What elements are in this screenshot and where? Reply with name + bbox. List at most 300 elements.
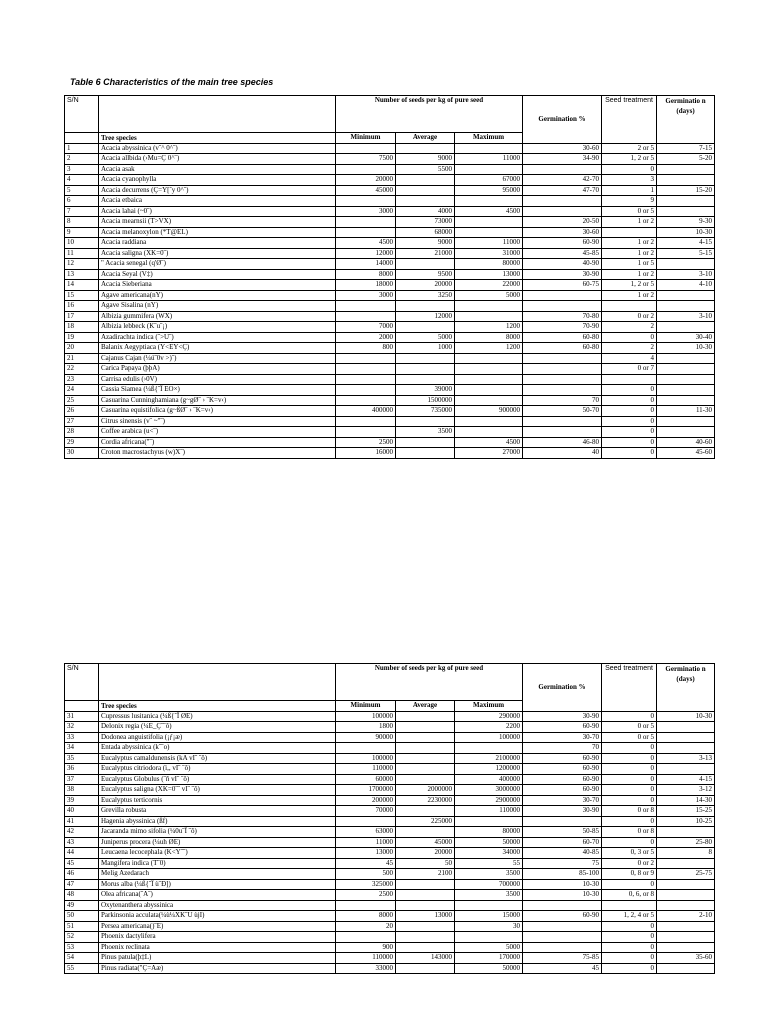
- cell-days: 3-10: [657, 269, 715, 280]
- cell-sn: 43: [65, 837, 99, 848]
- header-blank: [65, 133, 99, 144]
- cell-max: 30: [455, 921, 523, 932]
- cell-sn: 41: [65, 816, 99, 827]
- header-germination: Germination %: [523, 96, 602, 144]
- cell-treatment: [602, 374, 657, 385]
- cell-min: 70000: [336, 806, 396, 817]
- cell-min: 1700000: [336, 785, 396, 796]
- cell-treatment: 1, 2, 4 or 5: [602, 911, 657, 922]
- cell-days: [657, 427, 715, 438]
- cell-treatment: 1 or 2: [602, 248, 657, 259]
- cell-avg: [396, 322, 455, 333]
- cell-treatment: 1 or 2: [602, 269, 657, 280]
- cell-sn: 40: [65, 806, 99, 817]
- cell-min: 8000: [336, 911, 396, 922]
- table-row: [65, 353, 715, 364]
- cell-sn: 22: [65, 364, 99, 375]
- header-days: Germinatio n (days): [657, 664, 715, 712]
- cell-max: 1200000: [455, 764, 523, 775]
- cell-max: 700000: [455, 879, 523, 890]
- table-row: [65, 911, 715, 922]
- cell-avg: 3500: [396, 427, 455, 438]
- cell-max: 1200: [455, 343, 523, 354]
- cell-min: 900: [336, 942, 396, 953]
- cell-days: 4-10: [657, 280, 715, 291]
- header-sn: S/N: [65, 664, 99, 701]
- cell-avg: 68000: [396, 227, 455, 238]
- cell-species: Citrus sinensis (v˝ ~"˝): [99, 416, 336, 427]
- cell-max: [455, 900, 523, 911]
- cell-germination: [523, 427, 602, 438]
- cell-sn: 28: [65, 427, 99, 438]
- cell-days: [657, 722, 715, 733]
- cell-germination: [523, 816, 602, 827]
- header-blank: [99, 664, 336, 701]
- cell-germination: 60-80: [523, 343, 602, 354]
- cell-germination: 70-80: [523, 311, 602, 322]
- cell-days: [657, 322, 715, 333]
- table-row: [65, 206, 715, 217]
- cell-species: Cordia africana("˝): [99, 437, 336, 448]
- header-blank: [99, 96, 336, 133]
- cell-max: 4500: [455, 437, 523, 448]
- cell-germination: 20-50: [523, 217, 602, 228]
- cell-germination: 30-90: [523, 806, 602, 817]
- cell-germination: 40-90: [523, 259, 602, 270]
- cell-min: [336, 227, 396, 238]
- cell-sn: 2: [65, 154, 99, 165]
- cell-sn: 38: [65, 785, 99, 796]
- cell-days: 5-15: [657, 248, 715, 259]
- cell-germination: 60-90: [523, 238, 602, 249]
- header-treatment: Seed treatment: [602, 664, 657, 712]
- cell-days: 3-12: [657, 785, 715, 796]
- table-row: [65, 196, 715, 207]
- cell-avg: 50: [396, 858, 455, 869]
- table-row: [65, 248, 715, 259]
- cell-avg: [396, 806, 455, 817]
- cell-days: [657, 364, 715, 375]
- cell-min: 45000: [336, 185, 396, 196]
- header-species: Tree species: [99, 701, 336, 712]
- cell-treatment: [602, 900, 657, 911]
- cell-species: Agave americana(nY): [99, 290, 336, 301]
- cell-max: [455, 385, 523, 396]
- cell-germination: 10-30: [523, 879, 602, 890]
- cell-germination: [523, 364, 602, 375]
- cell-sn: 10: [65, 238, 99, 249]
- table-row: [65, 827, 715, 838]
- cell-species: Acacia Seyal (V‡): [99, 269, 336, 280]
- cell-max: [455, 353, 523, 364]
- cell-treatment: 2 or 5: [602, 143, 657, 154]
- cell-avg: [396, 259, 455, 270]
- cell-min: 110000: [336, 953, 396, 964]
- cell-sn: 53: [65, 942, 99, 953]
- cell-sn: 16: [65, 301, 99, 312]
- cell-min: 800: [336, 343, 396, 354]
- cell-sn: 19: [65, 332, 99, 343]
- cell-max: [455, 395, 523, 406]
- table-row: [65, 764, 715, 775]
- table-row: [65, 858, 715, 869]
- cell-avg: [396, 196, 455, 207]
- cell-days: [657, 963, 715, 974]
- cell-species: Croton macrostachyus (w)X˝): [99, 448, 336, 459]
- cell-days: 10-30: [657, 343, 715, 354]
- cell-germination: 85-100: [523, 869, 602, 880]
- cell-treatment: 0: [602, 406, 657, 417]
- cell-min: [336, 353, 396, 364]
- cell-avg: [396, 827, 455, 838]
- cell-max: 5000: [455, 942, 523, 953]
- cell-germination: [523, 353, 602, 364]
- cell-max: [455, 743, 523, 754]
- cell-sn: 18: [65, 322, 99, 333]
- cell-avg: 45000: [396, 837, 455, 848]
- table-row: [65, 963, 715, 974]
- cell-species: Parkinsonia acculata(¼ù¼XK˝U ùjI): [99, 911, 336, 922]
- cell-max: [455, 227, 523, 238]
- cell-days: [657, 921, 715, 932]
- cell-max: 110000: [455, 806, 523, 817]
- cell-avg: 9000: [396, 154, 455, 165]
- table-row: [65, 900, 715, 911]
- cell-sn: 49: [65, 900, 99, 911]
- cell-treatment: 0: [602, 395, 657, 406]
- cell-species: Acacia cyanophylla: [99, 175, 336, 186]
- table-row: [65, 290, 715, 301]
- table-row: [65, 427, 715, 438]
- cell-min: 110000: [336, 764, 396, 775]
- cell-species: Eucalyptus saligna (XK=0˝˝ vI˝ ˝õ): [99, 785, 336, 796]
- cell-species: Acacia abyssinica (v˝^ 0^˝): [99, 143, 336, 154]
- cell-germination: 60-90: [523, 764, 602, 775]
- cell-max: 11000: [455, 154, 523, 165]
- cell-sn: 1: [65, 143, 99, 154]
- cell-species: Cassia Siamea (¼ß{ˆÎ EO×): [99, 385, 336, 396]
- header-species: Tree species: [99, 133, 336, 144]
- cell-species: Acacia asak: [99, 164, 336, 175]
- cell-avg: [396, 175, 455, 186]
- cell-treatment: 2: [602, 322, 657, 333]
- cell-min: [336, 217, 396, 228]
- cell-avg: [396, 374, 455, 385]
- cell-treatment: 0: [602, 879, 657, 890]
- cell-species: Delonix regia (¼E_Ç˝˝õ): [99, 722, 336, 733]
- cell-min: 4500: [336, 238, 396, 249]
- table-caption: Table 6 Characteristics of the main tree species: [70, 77, 274, 87]
- cell-treatment: 4: [602, 353, 657, 364]
- cell-germination: [523, 921, 602, 932]
- cell-days: [657, 858, 715, 869]
- cell-treatment: 0 or 8: [602, 827, 657, 838]
- cell-days: 14-30: [657, 795, 715, 806]
- cell-sn: 30: [65, 448, 99, 459]
- cell-min: 2500: [336, 890, 396, 901]
- cell-germination: 30-60: [523, 227, 602, 238]
- cell-germination: 34-90: [523, 154, 602, 165]
- cell-species: Entada abyssinica (k˝˝o): [99, 743, 336, 754]
- table-row: [65, 806, 715, 817]
- cell-min: 13000: [336, 848, 396, 859]
- cell-treatment: 0: [602, 921, 657, 932]
- table-row: [65, 942, 715, 953]
- cell-species: Acacia decurrens (Ç=Y[ˆy 0^˝): [99, 185, 336, 196]
- cell-germination: 60-90: [523, 911, 602, 922]
- cell-days: 45-60: [657, 448, 715, 459]
- cell-min: 7500: [336, 154, 396, 165]
- cell-germination: 60-90: [523, 785, 602, 796]
- header-treatment: Seed treatment: [602, 96, 657, 144]
- cell-sn: 13: [65, 269, 99, 280]
- cell-sn: 3: [65, 164, 99, 175]
- cell-species: Mangifera indica (T˝0): [99, 858, 336, 869]
- cell-min: [336, 196, 396, 207]
- cell-min: [336, 164, 396, 175]
- cell-treatment: 0 or 2: [602, 858, 657, 869]
- table-row: [65, 269, 715, 280]
- cell-days: [657, 827, 715, 838]
- cell-avg: [396, 764, 455, 775]
- cell-days: 5-20: [657, 154, 715, 165]
- cell-sn: 29: [65, 437, 99, 448]
- table-row: [65, 890, 715, 901]
- cell-germination: [523, 164, 602, 175]
- cell-min: [336, 816, 396, 827]
- table-row: [65, 227, 715, 238]
- cell-avg: 1000: [396, 343, 455, 354]
- cell-max: [455, 816, 523, 827]
- cell-avg: [396, 774, 455, 785]
- cell-max: [455, 217, 523, 228]
- cell-min: 11000: [336, 837, 396, 848]
- cell-germination: 70: [523, 395, 602, 406]
- cell-days: [657, 353, 715, 364]
- cell-days: [657, 301, 715, 312]
- cell-germination: 50-70: [523, 406, 602, 417]
- cell-treatment: 1 or 2: [602, 290, 657, 301]
- table-row: [65, 280, 715, 291]
- cell-avg: [396, 448, 455, 459]
- cell-species: Jacaranda mimo sifolia (¼0u˝Î ˝õ): [99, 827, 336, 838]
- cell-sn: 14: [65, 280, 99, 291]
- cell-germination: 30-90: [523, 269, 602, 280]
- cell-days: [657, 416, 715, 427]
- table-row: [65, 795, 715, 806]
- cell-germination: 47-70: [523, 185, 602, 196]
- cell-species: Cajanus Cajan (¼ú˝0v >)˝): [99, 353, 336, 364]
- cell-species: Azadirachta indica (˝>U˝): [99, 332, 336, 343]
- cell-species: Casuarina equistifolica (g~ßØ˝ › ˝K=v‹): [99, 406, 336, 417]
- cell-avg: 735000: [396, 406, 455, 417]
- cell-avg: [396, 753, 455, 764]
- table-row: [65, 837, 715, 848]
- cell-max: 8000: [455, 332, 523, 343]
- cell-treatment: 0: [602, 448, 657, 459]
- cell-days: [657, 374, 715, 385]
- cell-species: Albizia gummifera (WX): [99, 311, 336, 322]
- cell-sn: 27: [65, 416, 99, 427]
- cell-treatment: 0: [602, 785, 657, 796]
- table-row: [65, 175, 715, 186]
- table-row: [65, 732, 715, 743]
- cell-sn: 36: [65, 764, 99, 775]
- table-row: [65, 259, 715, 270]
- cell-species: Juniperus procera (¼uh ØE): [99, 837, 336, 848]
- cell-species: Eucalyptus Globulus (˝ñ vI˝ ˝õ): [99, 774, 336, 785]
- table-row: [65, 816, 715, 827]
- cell-germination: [523, 196, 602, 207]
- cell-treatment: 0: [602, 437, 657, 448]
- cell-max: 67000: [455, 175, 523, 186]
- cell-max: 5000: [455, 290, 523, 301]
- cell-min: [336, 900, 396, 911]
- cell-min: 1800: [336, 722, 396, 733]
- cell-species: Casuarina Cunninghamiana (g~gØ˝ › ˝K=v‹): [99, 395, 336, 406]
- cell-treatment: 0 or 8: [602, 806, 657, 817]
- cell-max: 31000: [455, 248, 523, 259]
- cell-treatment: 0: [602, 795, 657, 806]
- cell-min: 20: [336, 921, 396, 932]
- cell-min: 90000: [336, 732, 396, 743]
- cell-treatment: 0: [602, 953, 657, 964]
- cell-avg: [396, 722, 455, 733]
- cell-sn: 26: [65, 406, 99, 417]
- cell-min: 8000: [336, 269, 396, 280]
- table-row: [65, 374, 715, 385]
- cell-max: 4500: [455, 206, 523, 217]
- cell-max: 15000: [455, 911, 523, 922]
- table-row: [65, 416, 715, 427]
- table-row: [65, 774, 715, 785]
- species-table-2: [64, 663, 715, 974]
- cell-min: 3000: [336, 206, 396, 217]
- cell-days: 15-20: [657, 185, 715, 196]
- cell-species: Olea africana(˝A˝): [99, 890, 336, 901]
- table-row: [65, 437, 715, 448]
- header-sn: S/N: [65, 96, 99, 133]
- cell-max: [455, 143, 523, 154]
- cell-max: [455, 364, 523, 375]
- cell-max: 2100000: [455, 753, 523, 764]
- cell-max: 3500: [455, 869, 523, 880]
- cell-sn: 32: [65, 722, 99, 733]
- cell-days: 3-13: [657, 753, 715, 764]
- cell-min: 16000: [336, 448, 396, 459]
- cell-treatment: 0 or 7: [602, 364, 657, 375]
- header-avg: Average: [396, 133, 455, 144]
- cell-min: 60000: [336, 774, 396, 785]
- cell-max: 80000: [455, 259, 523, 270]
- cell-max: [455, 427, 523, 438]
- cell-treatment: 2: [602, 343, 657, 354]
- cell-germination: 60-75: [523, 280, 602, 291]
- cell-min: 100000: [336, 711, 396, 722]
- cell-min: [336, 143, 396, 154]
- cell-species: Acacia Sieberiana: [99, 280, 336, 291]
- cell-germination: 30-70: [523, 732, 602, 743]
- cell-sn: 54: [65, 953, 99, 964]
- table-row: [65, 395, 715, 406]
- cell-sn: 25: [65, 395, 99, 406]
- cell-min: 3000: [336, 290, 396, 301]
- cell-max: [455, 311, 523, 322]
- cell-sn: 23: [65, 374, 99, 385]
- cell-species: Acacia melanoxylon (*T@EL): [99, 227, 336, 238]
- header-seeds-group: Number of seeds per kg of pure seed: [336, 664, 523, 701]
- table-row: [65, 143, 715, 154]
- cell-germination: 60-70: [523, 837, 602, 848]
- cell-treatment: 1 or 2: [602, 217, 657, 228]
- cell-germination: [523, 374, 602, 385]
- cell-max: 50000: [455, 837, 523, 848]
- cell-species: Hagenia abyssinica (ßf): [99, 816, 336, 827]
- cell-germination: 60-90: [523, 774, 602, 785]
- cell-max: 55: [455, 858, 523, 869]
- cell-germination: 42-70: [523, 175, 602, 186]
- cell-treatment: 1, 2 or 5: [602, 280, 657, 291]
- cell-treatment: 0: [602, 963, 657, 974]
- cell-treatment: 3: [602, 175, 657, 186]
- cell-avg: 20000: [396, 848, 455, 859]
- cell-sn: 21: [65, 353, 99, 364]
- cell-sn: 47: [65, 879, 99, 890]
- header-min: Minimum: [336, 133, 396, 144]
- table-row: [65, 238, 715, 249]
- header-avg: Average: [396, 701, 455, 712]
- cell-min: 7000: [336, 322, 396, 333]
- table-row: [65, 932, 715, 943]
- table-row: [65, 448, 715, 459]
- cell-species: Eucalyptus camaldunensis (kA vI˝ ˝õ): [99, 753, 336, 764]
- cell-germination: [523, 932, 602, 943]
- table-row: [65, 364, 715, 375]
- cell-species: Grevilla robusta: [99, 806, 336, 817]
- cell-min: 100000: [336, 753, 396, 764]
- cell-sn: 39: [65, 795, 99, 806]
- cell-sn: 55: [65, 963, 99, 974]
- cell-avg: [396, 732, 455, 743]
- cell-treatment: 1: [602, 185, 657, 196]
- cell-days: 4-15: [657, 774, 715, 785]
- header-blank: [65, 701, 99, 712]
- cell-treatment: [602, 227, 657, 238]
- cell-germination: 45: [523, 963, 602, 974]
- cell-days: [657, 900, 715, 911]
- table-row: [65, 343, 715, 354]
- cell-avg: [396, 711, 455, 722]
- cell-avg: 5500: [396, 164, 455, 175]
- header-seeds-group: Number of seeds per kg of pure seed: [336, 96, 523, 133]
- cell-germination: [523, 206, 602, 217]
- cell-species: Persea americana()˝E): [99, 921, 336, 932]
- cell-treatment: 1, 2 or 5: [602, 154, 657, 165]
- cell-treatment: 0: [602, 932, 657, 943]
- cell-species: " Acacia senegal (q'Ø˝): [99, 259, 336, 270]
- cell-max: [455, 932, 523, 943]
- cell-sn: 4: [65, 175, 99, 186]
- cell-max: 27000: [455, 448, 523, 459]
- cell-sn: 5: [65, 185, 99, 196]
- cell-treatment: 0 or 2: [602, 311, 657, 322]
- cell-avg: 143000: [396, 953, 455, 964]
- cell-germination: 60-90: [523, 753, 602, 764]
- cell-min: 14000: [336, 259, 396, 270]
- cell-species: Leucaena lecocephala (K<Y˝˝): [99, 848, 336, 859]
- cell-min: [336, 364, 396, 375]
- table-row: [65, 322, 715, 333]
